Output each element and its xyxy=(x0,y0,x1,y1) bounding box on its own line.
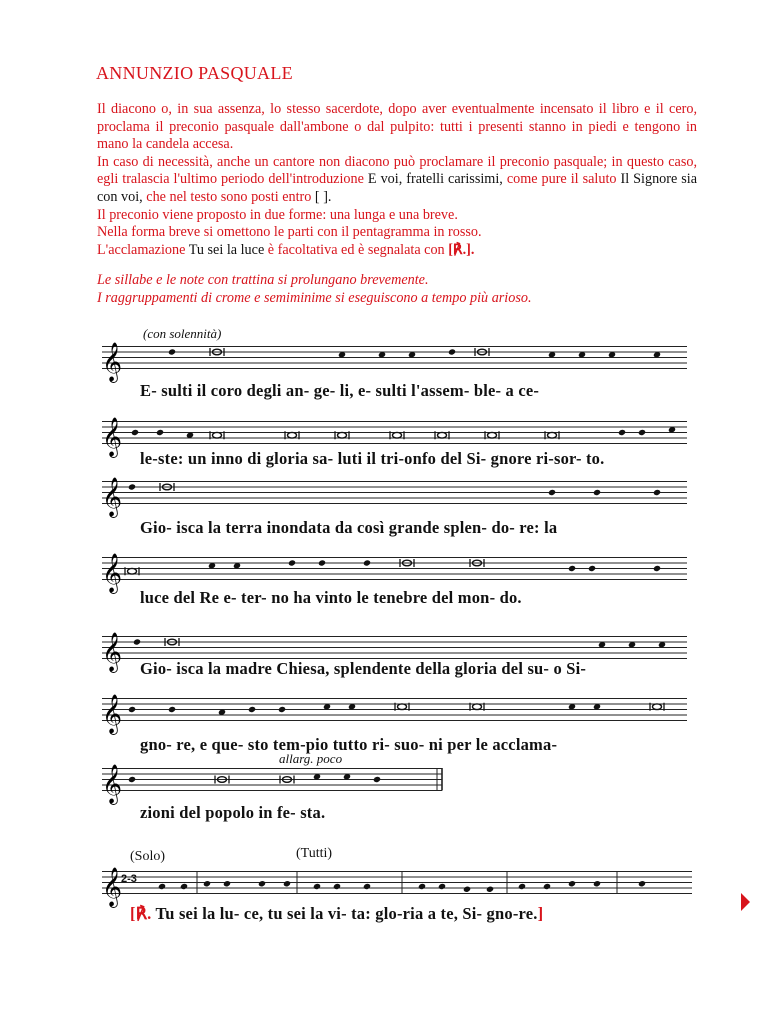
rubric-text: è facoltativa ed è segnalata con xyxy=(267,241,445,258)
staff-lines xyxy=(102,477,687,517)
rubric-paragraph: Il preconio viene proposto in due forme: una lunga e una breve. xyxy=(97,206,458,223)
rubric-quote: Il Signore sia con voi, xyxy=(97,171,698,205)
treble-clef-icon: 𝄞 xyxy=(102,764,123,804)
rubric-paragraph xyxy=(97,242,697,260)
note-head xyxy=(568,880,576,887)
acclamation-lyrics xyxy=(130,904,543,924)
note-head xyxy=(486,886,494,893)
note-head xyxy=(418,883,426,890)
note-head xyxy=(223,880,231,887)
note-head xyxy=(638,429,646,436)
rubric-text: In caso di necessità, anche un cantore non diacono può proclamare il preconio pasquale; in questo caso, egli tralascia l'ultimo periodo dell'introduzione xyxy=(97,153,697,188)
direction-solo: (Solo) xyxy=(130,849,165,864)
note-head xyxy=(653,565,661,572)
note-head xyxy=(363,883,371,890)
note-head xyxy=(203,880,211,887)
rubric-paragraph xyxy=(97,154,697,207)
note-head xyxy=(588,565,596,572)
staff-lines xyxy=(102,867,692,907)
rubric-note-line: I raggruppamenti di crome e semiminime si eseguiscono a tempo più arioso. xyxy=(97,289,532,306)
time-signature: 2-3 xyxy=(121,873,137,885)
lyrics-line: Gio- isca la terra inondata da così grande splen- do- re: la xyxy=(140,518,558,537)
treble-clef-icon: 𝄞 xyxy=(102,632,123,672)
lyrics-line: Gio- isca la madre Chiesa, splendente della gloria del su- o Si- xyxy=(140,659,587,678)
staff-lines xyxy=(102,342,687,382)
note-head xyxy=(463,886,471,893)
staff-lines xyxy=(102,553,687,593)
direction-con-solennita: (con solennità) xyxy=(143,326,222,341)
treble-clef-icon: 𝄞 xyxy=(102,342,123,382)
note-head xyxy=(593,489,601,496)
treble-clef-icon: 𝄞 xyxy=(102,477,123,517)
note-head xyxy=(158,883,166,890)
staff-lines xyxy=(102,417,687,457)
note-head xyxy=(638,880,646,887)
treble-clef-icon: 𝄞 xyxy=(102,694,123,734)
note-head xyxy=(168,706,176,713)
lyrics-line: le-ste: un inno di gloria sa- luti il tri-onfo del Si- gnore ri-sor- to. xyxy=(140,449,605,468)
rubric-text: come pure il saluto xyxy=(506,171,617,188)
note-head xyxy=(333,883,341,890)
rubric-bracket: [ ]. xyxy=(314,188,332,205)
note-head xyxy=(128,776,136,783)
rubric-performance-note xyxy=(97,272,697,307)
note-head xyxy=(363,559,371,566)
treble-clef-icon: 𝄞 xyxy=(102,867,123,907)
note-head xyxy=(548,489,556,496)
note-head xyxy=(543,883,551,890)
note-head xyxy=(133,638,141,645)
note-head xyxy=(283,880,291,887)
response-sign: [℟. xyxy=(130,904,156,923)
rubric-paragraph: Il diacono o, in sua assenza, lo stesso sacerdote, dopo aver eventualmente incensato il libro e il cero, proclama il preconio pasquale dall'ambone o dal pulpito: tutti i presenti stanno in piedi e tengono in mano la candela accesa. xyxy=(97,101,697,153)
note-head xyxy=(618,429,626,436)
note-head xyxy=(278,706,286,713)
treble-clef-icon: 𝄞 xyxy=(102,553,123,593)
note-head xyxy=(248,706,256,713)
note-head xyxy=(373,776,381,783)
rubric-text: che nel testo sono posti entro xyxy=(146,188,312,205)
note-head xyxy=(318,559,326,566)
page-title: ANNUNZIO PASQUALE xyxy=(96,63,293,83)
response-sign-close: ] xyxy=(537,904,544,923)
note-head xyxy=(180,883,188,890)
rubric-paragraph: Nella forma breve si omettono le parti con il pentagramma in rosso. xyxy=(97,224,482,241)
rubric-text: L'acclamazione xyxy=(97,241,186,258)
note-head xyxy=(131,429,139,436)
note-head xyxy=(313,883,321,890)
note-head xyxy=(653,489,661,496)
note-head xyxy=(258,880,266,887)
note-head xyxy=(156,429,164,436)
acclamation-text: Tu sei la lu- ce, tu sei la vi- ta: glo-ria a te, Si- gno-re. xyxy=(155,904,538,923)
note-head xyxy=(448,348,456,355)
note-head xyxy=(593,880,601,887)
note-head xyxy=(568,565,576,572)
direction-tutti: (Tutti) xyxy=(296,846,333,861)
lyrics-line: gno- re, e que- sto tem-pio tutto ri- suo- ni per le acclama- xyxy=(140,735,558,754)
staff-lines xyxy=(102,694,687,734)
staff-lines xyxy=(102,764,687,804)
note-head xyxy=(128,483,136,490)
note-head xyxy=(288,559,296,566)
direction-allargando: allarg. poco xyxy=(279,751,343,766)
treble-clef-icon: 𝄞 xyxy=(102,417,123,457)
note-head xyxy=(128,706,136,713)
note-head xyxy=(168,348,176,355)
rubric-response-sign: [℟.]. xyxy=(448,241,475,258)
rubric-introduction xyxy=(97,101,697,259)
lyrics-line: luce del Re e- ter- no ha vinto le tenebre del mon- do. xyxy=(140,588,522,607)
note-head xyxy=(518,883,526,890)
rubric-quote: E voi, fratelli carissimi, xyxy=(367,171,503,188)
rubric-note-line: Le sillabe e le note con trattina si prolungano brevemente. xyxy=(97,272,429,288)
note-head xyxy=(438,883,446,890)
lyrics-line: E- sulti il coro degli an- ge- li, e- sulti l'assem- ble- a ce- xyxy=(140,381,540,400)
rubric-quote: Tu sei la luce xyxy=(188,241,265,258)
lyrics-line: zioni del popolo in fe- sta. xyxy=(140,803,326,822)
next-page-arrow-icon xyxy=(741,893,750,911)
